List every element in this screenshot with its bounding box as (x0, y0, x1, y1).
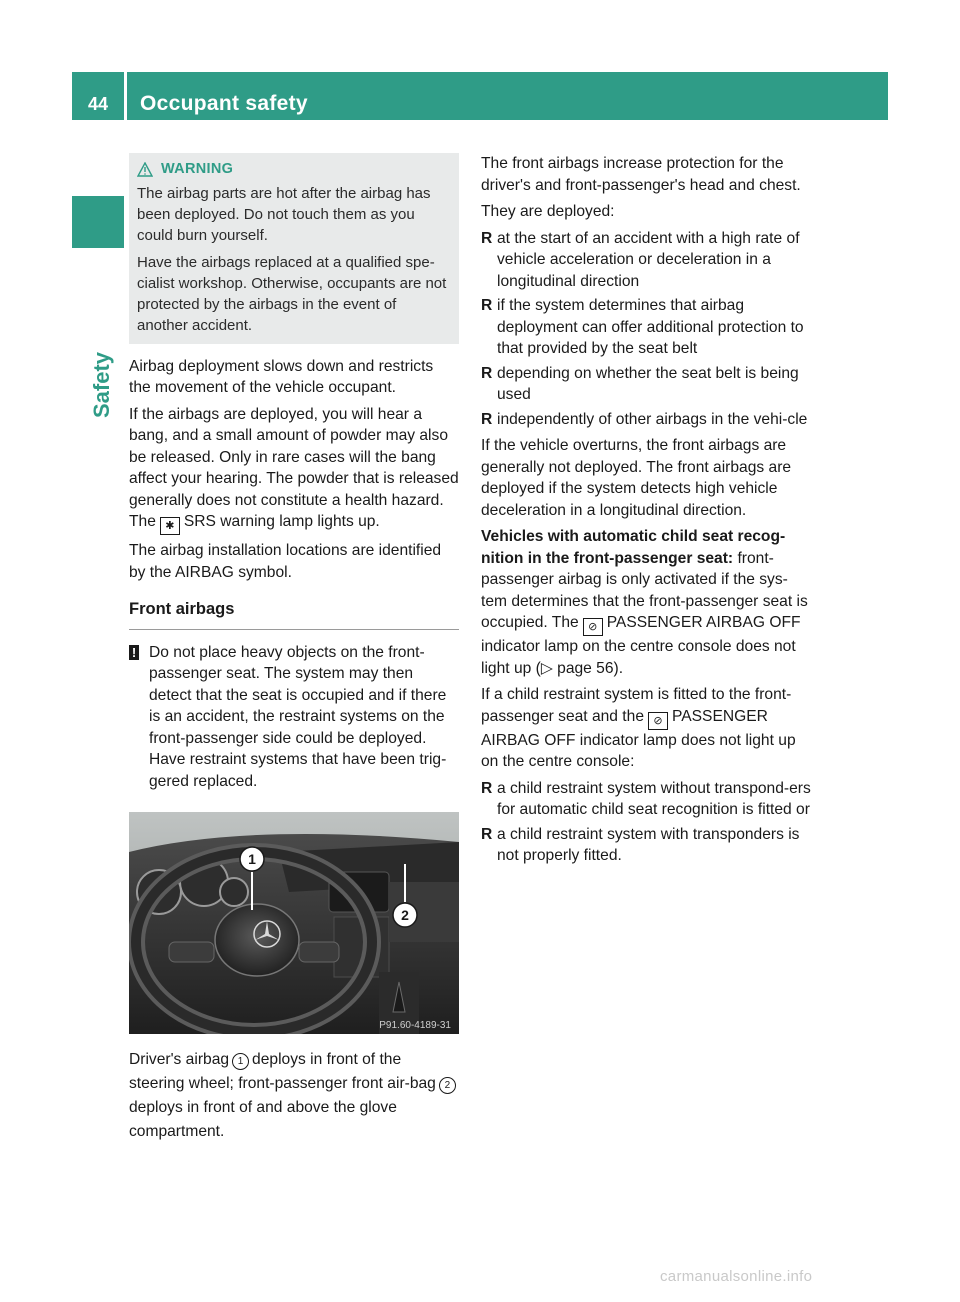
exclamation-icon: ! (129, 645, 139, 660)
list-item (481, 363, 813, 406)
callout-1-label: 1 (248, 851, 256, 867)
child-restraint-text-end: PASSENGER AIRBAG OFF indicator lamp does not light up on the centre console: (481, 707, 796, 770)
paragraph-bang-text: If the airbags are deployed, you will hear a bang, and a small amount of powder may also be released. Only in rare cases will the bang affect your hearing. The powder that is released generally does not constitute a health hazard. The (129, 405, 459, 530)
section-title: Occupant safety (140, 92, 308, 115)
left-column (129, 153, 459, 1144)
list-item-text: a child restraint system with transponders is not properly fitted. (497, 825, 800, 864)
dashboard-illustration (129, 812, 459, 1034)
child-restraint-list (481, 778, 813, 867)
right-column (481, 153, 813, 872)
bullet-icon: R (481, 229, 493, 247)
caption-part-2: deploys in front of the steering wheel; front-passenger front air-bag (129, 1051, 436, 1092)
list-item (481, 295, 813, 360)
bullet-icon: R (481, 364, 493, 382)
page-reference[interactable]: page 56). (557, 659, 624, 677)
child-seat-recognition-text-end: PASSENGER AIRBAG OFF indicator lamp on the centre console does not light up ( (481, 614, 801, 677)
list-item-text: independently of other airbags in the vehi-cle (497, 410, 808, 428)
deployed-label: They are deployed: (481, 203, 615, 220)
dashboard-figure (129, 812, 459, 1034)
side-tab-marker (72, 196, 124, 248)
list-item-text: depending on whether the seat belt is being used (497, 364, 799, 403)
paragraph-airbag-symbol: The airbag installation locations are identified by the AIRBAG symbol. (129, 542, 442, 581)
list-item (481, 228, 813, 293)
callout-ref-2: 2 (439, 1077, 456, 1094)
caption-text (129, 1048, 459, 1144)
intro-paragraph: The front airbags increase protection for the driver's and front-passenger's head and chest. (481, 155, 801, 194)
figure-caption (129, 1048, 459, 1144)
bullet-icon: R (481, 297, 493, 314)
paragraph-deployment: Airbag deployment slows down and restricts the movement of the vehicle occupant. (129, 357, 434, 396)
deployment-list (481, 228, 813, 431)
child-seat-recognition-paragraph (481, 526, 813, 679)
passenger-airbag-off-icon: ⊘ (648, 712, 668, 730)
bullet-icon: R (481, 779, 493, 797)
warning-triangle-icon (137, 162, 153, 177)
side-section-label: Safety (89, 351, 114, 419)
passenger-airbag-off-icon: ⊘ (583, 618, 603, 636)
overturn-paragraph: If the vehicle overturns, the front airbags are generally not deployed. The front airbags are deployed if the system detects high vehicle deceleration in a longitudinal direction. (481, 437, 792, 519)
warning-text-2: Have the airbags replaced at a qualified spe-cialist workshop. Otherwise, occupants are not protected by the airbags in the event of another accident. (137, 253, 447, 334)
caption-part-1: Driver's airbag (129, 1051, 230, 1068)
note-block (129, 642, 459, 793)
list-item-text: a child restraint system without transpond-ers for automatic child seat recognition is fitted or (497, 779, 811, 818)
paragraph-bang-text-end: SRS warning lamp lights up. (183, 513, 380, 530)
list-item-text: if the system determines that airbag deployment can offer additional protection to that provided by the seat belt (497, 297, 804, 357)
paragraph-bang (129, 404, 459, 536)
warning-box (129, 153, 459, 344)
callout-2-label: 2 (401, 907, 409, 923)
list-item-text: at the start of an accident with a high rate of vehicle acceleration or deceleration in a longitudinal direction (497, 229, 800, 290)
bullet-icon: R (481, 825, 493, 843)
warning-heading (137, 159, 451, 181)
callout-ref-1: 1 (232, 1053, 249, 1070)
warning-title: WARNING (161, 161, 234, 177)
page-ref-arrow-icon: ▷ (540, 659, 553, 677)
child-restraint-paragraph (481, 684, 813, 773)
page-number: 44 (87, 94, 109, 114)
front-airbags-heading: Front airbags (129, 599, 459, 630)
child-restraint-text: If a child restraint system is fitted to the front-passenger seat and the (481, 686, 792, 725)
bullet-icon: R (481, 410, 493, 428)
warning-text-1: The airbag parts are hot after the airbag has been deployed. Do not touch them as you could burn yourself. (137, 184, 431, 244)
caption-part-3: deploys in front of and above the glove compartment. (129, 1099, 397, 1140)
header-divider (124, 72, 127, 120)
srs-warning-lamp-icon: ✱ (160, 517, 180, 535)
list-item (481, 778, 813, 821)
watermark: carmanualsonline.info (660, 1268, 813, 1285)
list-item (481, 824, 813, 867)
list-item (481, 409, 813, 431)
note-text: Do not place heavy objects on the front-passenger seat. The system may then detect that the seat is occupied and if there is an accident, the restraint systems on the front-passenger side could be deployed. Have restraint systems that have been trig-gered replaced. (149, 643, 447, 790)
figure-code: P91.60-4189-31 (379, 1020, 451, 1031)
child-seat-recognition-heading: Vehicles with automatic child seat recog-nition in the front-passenger seat: (481, 528, 786, 567)
child-seat-recognition-text: front-passenger airbag is only activated if the sys-tem determines that the front-passenger seat is occupied. The (481, 549, 808, 631)
